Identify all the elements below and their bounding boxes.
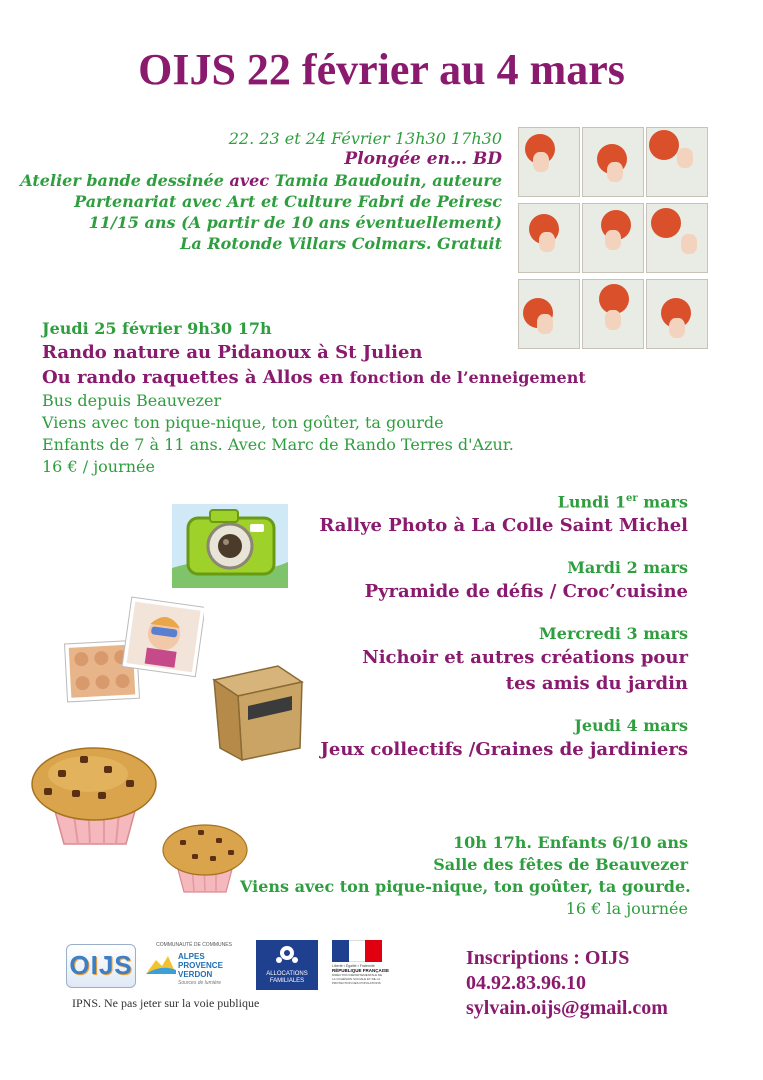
rando-title-2b: fonction de l’enneigement (349, 368, 586, 387)
rando-title-1: Rando nature au Pidanoux à St Julien (42, 342, 423, 363)
thursday-title: Jeux collectifs /Graines de jardiniers (320, 739, 688, 761)
rando-bring: Viens avec ton pique-nique, ton goûter, ta gourde (42, 413, 444, 432)
nest-box-illustration (208, 662, 308, 762)
inscriptions-phone[interactable]: 04.92.83.96.10 (466, 972, 586, 994)
tuesday-title: Pyramide de défis / Croc’cuisine (364, 581, 688, 603)
week-price: 16 € la journée (565, 899, 688, 918)
event-thursday (260, 715, 688, 763)
bd-line1-c: Tamia Baudouin, auteure (269, 171, 502, 190)
event-monday (260, 488, 688, 539)
wednesday-title-1: Nichoir et autres créations pour (362, 647, 688, 669)
week-events (260, 488, 688, 763)
rando-price: 16 € / journée (42, 457, 155, 476)
inscriptions-label: Inscriptions : OIJS (466, 947, 630, 969)
rando-kids: Enfants de 7 à 11 ans. Avec Marc de Rando Terres d'Azur. (42, 435, 514, 454)
rando-event (42, 318, 602, 478)
rando-bus: Bus depuis Beauvezer (42, 391, 222, 410)
thursday-day: Jeudi 4 mars (574, 716, 688, 736)
monday-day-rest: mars (637, 492, 688, 512)
bd-partner: Partenariat avec Art et Culture Fabri de Peiresc (74, 192, 502, 211)
event-wednesday (260, 623, 688, 697)
week-bring: Viens avec ton pique-nique, ton goûter, ta gourde. (240, 877, 691, 896)
republique-francaise-logo: Liberté • Égalité • Fraternité RÉPUBLIQUE FRANÇAISE DIRECTION DÉPARTEMENTALE DE LA COHÉSION SOCIALE ET DE LA PROTECTION DES POPULATIONS (332, 940, 384, 992)
week-info (240, 832, 691, 920)
bd-place: La Rotonde Villars Colmars. Gratuit (180, 234, 502, 253)
monday-day: Lundi 1 (557, 492, 627, 512)
wednesday-title-2: tes amis du jardin (505, 673, 688, 695)
french-flag-icon (332, 940, 382, 962)
comic-strip-illustration (518, 127, 708, 349)
caf-emblem-icon (274, 944, 300, 966)
oijs-logo: OIJS (66, 944, 136, 988)
rando-date: Jeudi 25 février 9h30 17h (42, 319, 272, 338)
mountain-icon (146, 952, 176, 976)
week-hours: 10h 17h. Enfants 6/10 ans (452, 833, 688, 852)
bd-line1-b: avec (229, 171, 270, 190)
monday-title: Rallye Photo à La Colle Saint Michel (319, 515, 688, 537)
caf-logo: ALLOCATIONS FAMILIALES (256, 940, 318, 990)
camera-illustration (172, 498, 290, 590)
muffin-illustration-large (28, 740, 160, 848)
tuesday-day: Mardi 2 mars (567, 558, 688, 578)
monday-sup: er (626, 493, 638, 504)
wednesday-day: Mercredi 3 mars (539, 624, 688, 644)
inscriptions-block (466, 946, 668, 1021)
inscriptions-email[interactable]: sylvain.oijs@gmail.com (466, 997, 668, 1019)
ipns-footer: IPNS. Ne pas jeter sur la voie publique (72, 996, 260, 1010)
week-place: Salle des fêtes de Beauvezer (433, 855, 688, 874)
bd-title: Plongée en… BD (344, 149, 502, 169)
photos-illustration (64, 596, 204, 706)
cc-alpes-provence-verdon-logo: COMMUNAUTÉ DE COMMUNES ALPES PROVENCE VERDON Sources de lumière (146, 942, 242, 992)
rando-title-2a: Ou rando raquettes à Allos en (42, 367, 350, 388)
bd-line1-a: Atelier bande dessinée (20, 171, 230, 190)
bd-ages: 11/15 ans (A partir de 10 ans éventuellement) (88, 213, 502, 232)
bd-dates: 22. 23 et 24 Février 13h30 17h30 (228, 129, 502, 148)
event-tuesday (260, 557, 688, 605)
page-title: OIJS 22 février au 4 mars (138, 45, 625, 94)
muffin-illustration-small (160, 820, 250, 894)
bd-event (20, 128, 502, 254)
